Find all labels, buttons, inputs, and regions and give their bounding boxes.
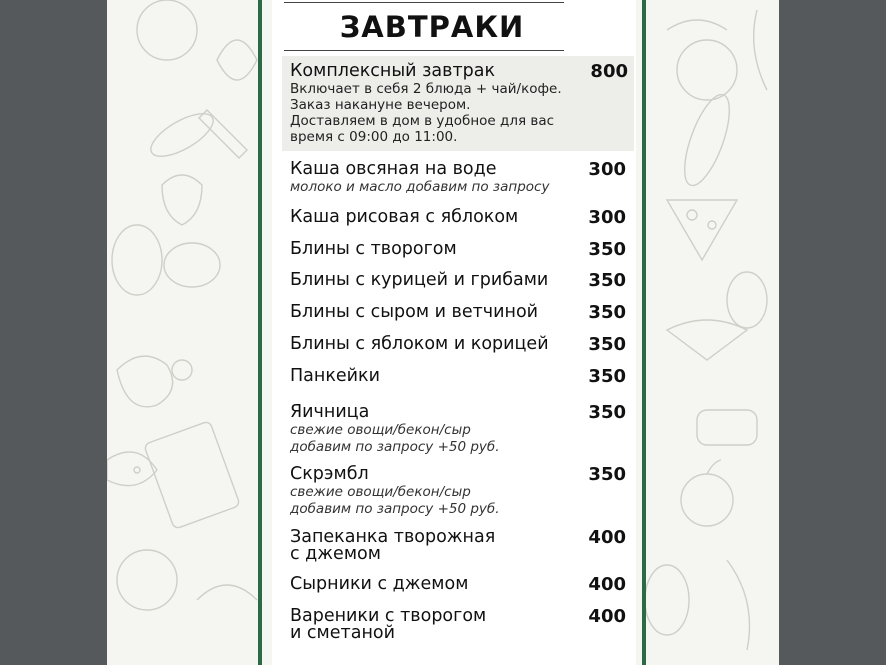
item-name: Яичница <box>290 402 370 422</box>
item-name: Каша рисовая с яблоком <box>290 207 519 227</box>
item-name: с джемом <box>290 544 381 564</box>
menu-item <box>290 575 630 594</box>
item-name: Скрэмбл <box>290 464 369 484</box>
item-name: Сырники с джемом <box>290 574 469 594</box>
item-price: 350 <box>588 239 626 260</box>
item-price: 400 <box>588 574 626 595</box>
avocado-doodle-icon <box>164 243 220 287</box>
plate-doodle-icon <box>117 550 177 610</box>
item-description: время с 09:00 до 11:00. <box>290 129 458 145</box>
item-name: и сметаной <box>290 623 395 643</box>
orange-doodle-icon <box>677 40 737 100</box>
item-note: свежие овощи/бекон/сыр <box>290 484 471 500</box>
menu-item <box>290 240 630 259</box>
item-price: 350 <box>588 302 626 323</box>
item-note: свежие овощи/бекон/сыр <box>290 422 471 438</box>
pear-doodle-icon <box>112 225 162 295</box>
page-title: ЗАВТРАКИ <box>339 10 525 44</box>
item-price: 350 <box>588 366 626 387</box>
can-doodle-icon <box>697 410 757 445</box>
item-price: 350 <box>588 464 626 485</box>
strawberry-doodle-icon <box>162 175 202 225</box>
fish-doodle-icon <box>107 452 157 486</box>
item-price: 800 <box>590 61 628 82</box>
menu-item <box>290 607 630 641</box>
pepper-doodle-icon <box>727 560 750 650</box>
menu-item <box>290 208 630 227</box>
sausage-doodle-icon <box>676 89 739 190</box>
item-name: Блины с сыром и ветчиной <box>290 302 539 322</box>
menu-item <box>282 56 634 151</box>
item-name: Вареники с творогом <box>290 606 487 626</box>
item-description: Доставляем в дом в удобное для вас <box>290 113 555 129</box>
menu-item <box>290 367 630 386</box>
menu-item <box>290 271 630 290</box>
item-note: молоко и масло добавим по запросу <box>290 179 550 195</box>
item-name: Блины с курицей и грибами <box>290 270 549 290</box>
egg-box-doodle-icon <box>144 421 241 530</box>
item-price: 350 <box>588 402 626 423</box>
item-price: 300 <box>588 159 626 180</box>
item-name: Панкейки <box>290 366 380 386</box>
menu-item <box>290 528 630 562</box>
menu-item <box>290 335 630 354</box>
item-note: добавим по запросу +50 руб. <box>290 439 500 455</box>
item-price: 350 <box>588 270 626 291</box>
menu-content <box>272 0 636 665</box>
item-price: 400 <box>588 527 626 548</box>
menu-item <box>290 303 630 322</box>
item-name: Комплексный завтрак <box>290 61 496 81</box>
broccoli-doodle-icon <box>754 10 767 90</box>
mushroom-doodle-icon <box>727 272 767 328</box>
menu-item <box>290 465 630 518</box>
menu-item <box>290 403 630 456</box>
fried-egg-doodle-icon <box>117 356 173 407</box>
item-name: Каша овсяная на воде <box>290 159 497 179</box>
item-name: Блины с яблоком и корицей <box>290 334 549 354</box>
cake-doodle-icon <box>137 0 197 60</box>
pizza-doodle-icon <box>667 200 737 260</box>
title-rule <box>284 50 564 51</box>
baguette-doodle-icon <box>145 105 220 164</box>
egg-doodle-icon <box>217 40 257 80</box>
item-price: 350 <box>588 334 626 355</box>
item-price: 300 <box>588 207 626 228</box>
item-name: Запеканка творожная <box>290 527 496 547</box>
item-name: Блины с творогом <box>290 239 457 259</box>
title-rule <box>284 2 564 3</box>
item-description: Включает в себя 2 блюда + чай/кофе. <box>290 81 562 97</box>
menu-item <box>290 160 630 196</box>
item-price: 400 <box>588 606 626 627</box>
leaf-doodle-icon <box>197 585 257 600</box>
item-note: добавим по запросу +50 руб. <box>290 501 500 517</box>
cheese-doodle-icon <box>667 320 747 360</box>
item-description: Заказ накануне вечером. <box>290 97 471 113</box>
apple-doodle-icon <box>681 474 733 526</box>
